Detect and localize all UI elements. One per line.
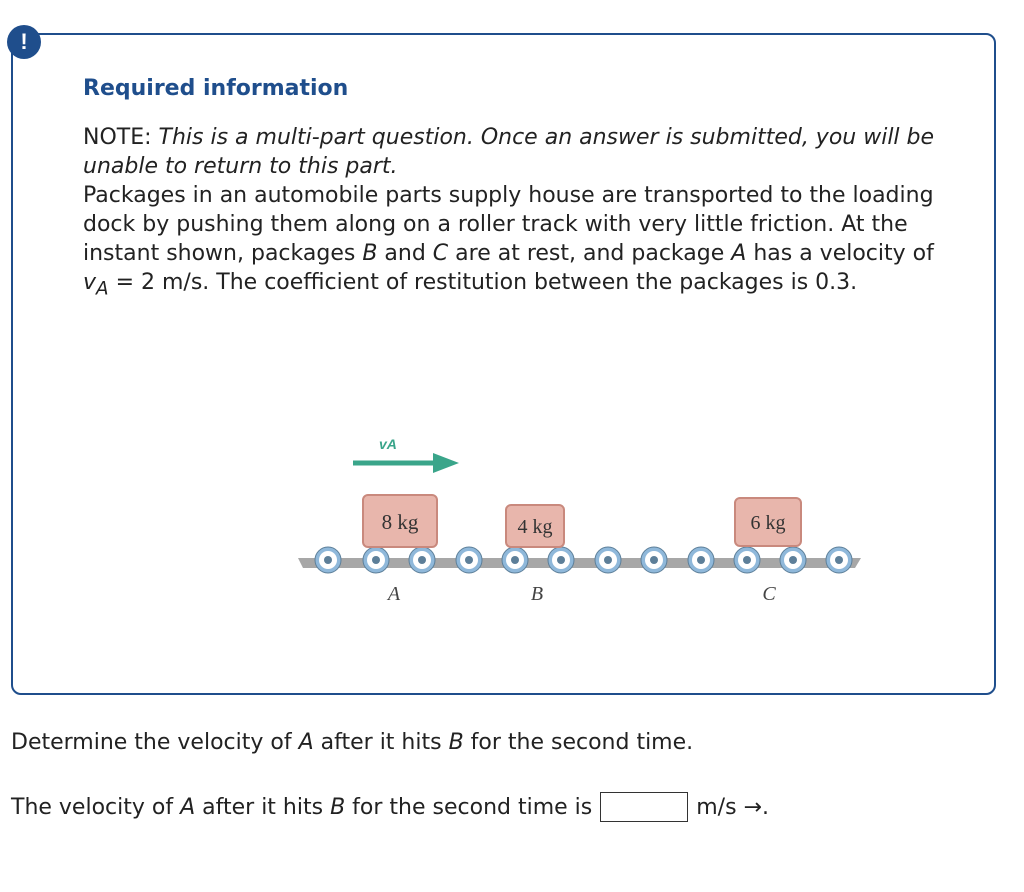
- question-part-1: Determine the velocity of: [11, 730, 299, 755]
- roller-wheel: [734, 547, 760, 573]
- roller-track-figure: [283, 400, 883, 620]
- problem-text-2: and: [377, 241, 433, 266]
- problem-text-4: has a velocity of: [746, 241, 934, 266]
- question-part-2: after it hits: [313, 730, 449, 755]
- question-package-b: B: [448, 730, 464, 755]
- answer-package-a: A: [180, 794, 196, 820]
- problem-paragraph: [83, 181, 943, 303]
- required-information-panel: [11, 33, 996, 695]
- answer-line: [11, 792, 769, 822]
- package-a: [363, 495, 437, 547]
- roller-wheel: [548, 547, 574, 573]
- velocity-arrow: [353, 453, 459, 473]
- answer-unit: m/s →.: [696, 794, 769, 820]
- answer-part-3: for the second time is: [352, 794, 593, 820]
- problem-text-5: = 2 m/s. The coefficient of restitution between the packages is 0.3.: [108, 270, 858, 295]
- problem-text-3: are at rest, and package: [448, 241, 732, 266]
- roller-wheel: [826, 547, 852, 573]
- velocity-answer-input[interactable]: [600, 792, 688, 822]
- package-a-ref: A: [731, 241, 747, 266]
- answer-part-1: The velocity of: [11, 794, 174, 820]
- package-b-ref: B: [362, 241, 378, 266]
- answer-package-b: B: [330, 794, 346, 820]
- roller-wheel: [688, 547, 714, 573]
- velocity-label: vA: [379, 436, 397, 452]
- roller-wheel: [641, 547, 667, 573]
- roller-wheel: [409, 547, 435, 573]
- package-c: [735, 498, 801, 546]
- roller-wheel: [456, 547, 482, 573]
- roller-wheel: [502, 547, 528, 573]
- question-text: [11, 730, 693, 755]
- problem-text-1: Packages in an automobile parts supply house are transported to the loading dock by pushing them along on a roller track with very little friction. At the instant shown, packages: [83, 183, 934, 266]
- label-c: C: [762, 583, 776, 605]
- roller-wheel: [363, 547, 389, 573]
- package-b-mass: 4 kg: [517, 516, 553, 538]
- roller-wheel: [780, 547, 806, 573]
- velocity-subscript: A: [96, 278, 109, 300]
- note-label: NOTE:: [83, 125, 152, 150]
- package-c-ref: C: [432, 241, 449, 266]
- note-text: This is a multi-part question. Once an answer is submitted, you will be unable to return to this part.: [83, 125, 935, 179]
- label-a: A: [387, 583, 401, 605]
- note-paragraph: [83, 123, 943, 181]
- problem-statement: [83, 123, 943, 303]
- velocity-symbol: v: [83, 270, 97, 295]
- roller-wheel: [595, 547, 621, 573]
- label-b: B: [530, 583, 544, 605]
- panel-title: Required information: [83, 76, 349, 101]
- alert-icon: !: [7, 25, 41, 59]
- package-b: [506, 505, 564, 547]
- package-c-mass: 6 kg: [750, 512, 786, 534]
- package-a-mass: 8 kg: [381, 510, 419, 534]
- answer-part-2: after it hits: [202, 794, 324, 820]
- question-part-3: for the second time.: [463, 730, 694, 755]
- roller-wheel: [315, 547, 341, 573]
- question-package-a: A: [298, 730, 314, 755]
